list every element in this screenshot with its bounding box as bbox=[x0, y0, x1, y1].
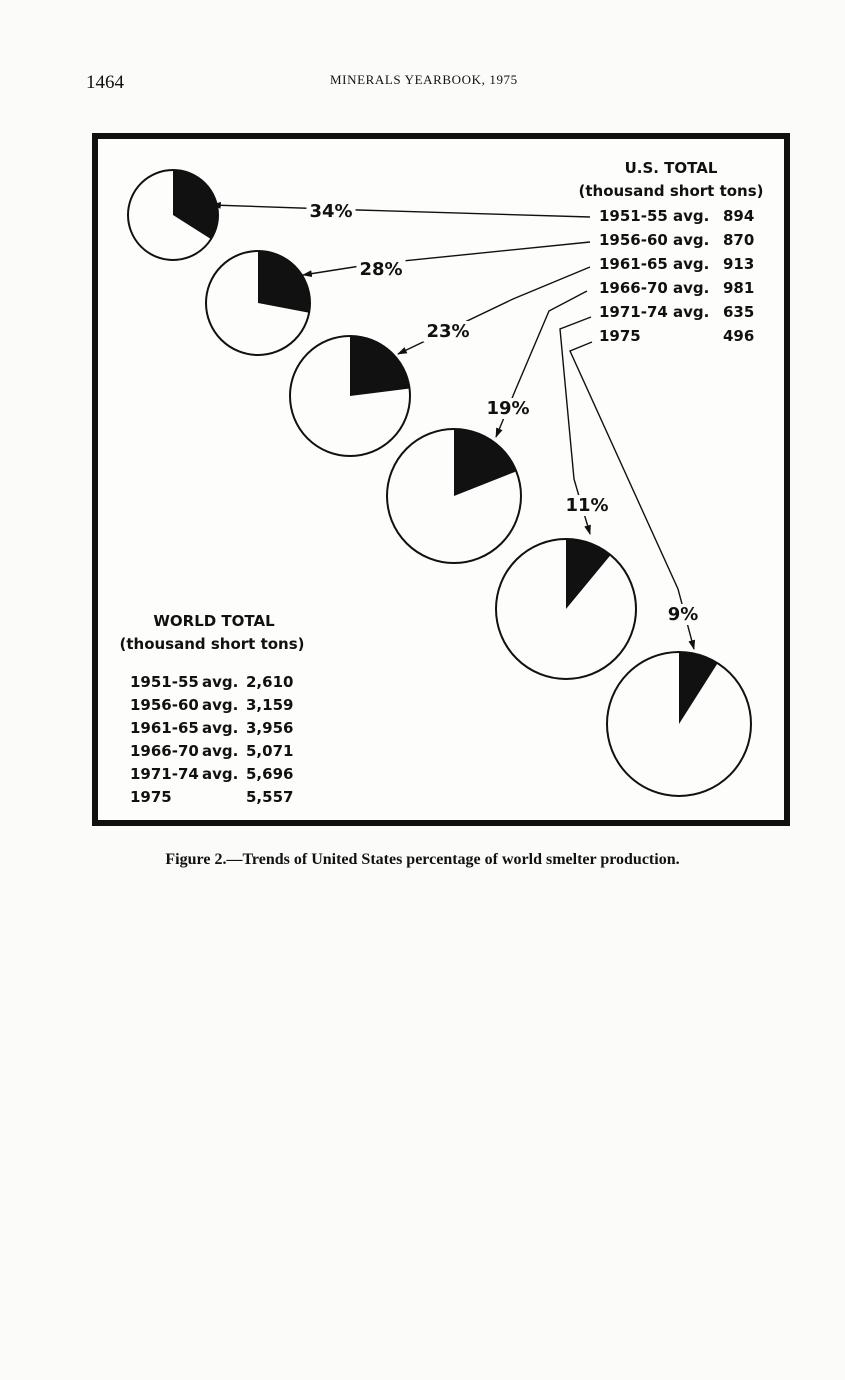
world-total-row-value: 5,557 bbox=[246, 788, 294, 806]
pie-chart-figure bbox=[98, 139, 784, 820]
page-number: 1464 bbox=[86, 72, 124, 93]
world-total-table bbox=[130, 673, 293, 806]
us-total-row-qualifier: avg. bbox=[673, 303, 710, 321]
pointer-arrow bbox=[212, 205, 590, 217]
us-total-unit: (thousand short tons) bbox=[578, 182, 764, 200]
pie-slice-us-share bbox=[350, 336, 410, 396]
us-total-row-value: 981 bbox=[723, 279, 755, 297]
us-total-title: U.S. TOTAL bbox=[624, 159, 718, 177]
world-total-row-qualifier: avg. bbox=[202, 696, 239, 714]
world-total-row-value: 3,159 bbox=[246, 696, 294, 714]
percent-label: 23% bbox=[426, 321, 470, 342]
us-total-row-period: 1971-74 bbox=[599, 303, 668, 321]
pie-1956-60 bbox=[206, 242, 590, 355]
pointer-arrow bbox=[303, 242, 590, 275]
world-total-row-period: 1951-55 bbox=[130, 673, 199, 691]
world-total-row-qualifier: avg. bbox=[202, 742, 239, 760]
us-total-table bbox=[599, 207, 754, 345]
us-total-row-value: 870 bbox=[723, 231, 755, 249]
world-total-row-value: 2,610 bbox=[246, 673, 294, 691]
running-head: MINERALS YEARBOOK, 1975 bbox=[330, 72, 518, 87]
pie-1961-65 bbox=[290, 267, 590, 456]
figure-frame bbox=[92, 133, 790, 826]
world-total-row-period: 1966-70 bbox=[130, 742, 199, 760]
world-total-title: WORLD TOTAL bbox=[153, 612, 275, 630]
us-total-row-period: 1956-60 bbox=[599, 231, 668, 249]
pie-slice-us-share bbox=[258, 251, 310, 313]
us-total-row-value: 635 bbox=[723, 303, 755, 321]
percent-label: 9% bbox=[667, 604, 699, 625]
us-total-row-qualifier: avg. bbox=[673, 207, 710, 225]
pie-1966-70 bbox=[387, 291, 587, 563]
us-total-row-qualifier: avg. bbox=[673, 279, 710, 297]
percent-label: 28% bbox=[359, 259, 403, 280]
world-total-row-value: 3,956 bbox=[246, 719, 294, 737]
world-total-row-period: 1975 bbox=[130, 788, 172, 806]
world-total-unit: (thousand short tons) bbox=[119, 635, 305, 653]
percent-label: 11% bbox=[565, 495, 609, 516]
us-total-row-period: 1966-70 bbox=[599, 279, 668, 297]
us-total-row-value: 913 bbox=[723, 255, 755, 273]
us-total-row-qualifier: avg. bbox=[673, 231, 710, 249]
world-total-row-value: 5,071 bbox=[246, 742, 294, 760]
percent-label: 34% bbox=[309, 201, 353, 222]
world-total-row-qualifier: avg. bbox=[202, 719, 239, 737]
us-total-row-period: 1961-65 bbox=[599, 255, 668, 273]
percent-label: 19% bbox=[486, 398, 530, 419]
us-total-row-period: 1951-55 bbox=[599, 207, 668, 225]
pie-1951-55 bbox=[128, 170, 590, 260]
us-total-row-period: 1975 bbox=[599, 327, 641, 345]
world-total-row-period: 1971-74 bbox=[130, 765, 199, 783]
figure-caption: Figure 2.—Trends of United States percentage of world smelter production. bbox=[165, 851, 680, 868]
world-total-row-value: 5,696 bbox=[246, 765, 294, 783]
us-total-row-value: 894 bbox=[723, 207, 755, 225]
world-total-row-qualifier: avg. bbox=[202, 765, 239, 783]
us-total-row-qualifier: avg. bbox=[673, 255, 710, 273]
world-total-row-period: 1961-65 bbox=[130, 719, 199, 737]
us-total-row-value: 496 bbox=[723, 327, 755, 345]
world-total-row-qualifier: avg. bbox=[202, 673, 239, 691]
world-total-row-period: 1956-60 bbox=[130, 696, 199, 714]
